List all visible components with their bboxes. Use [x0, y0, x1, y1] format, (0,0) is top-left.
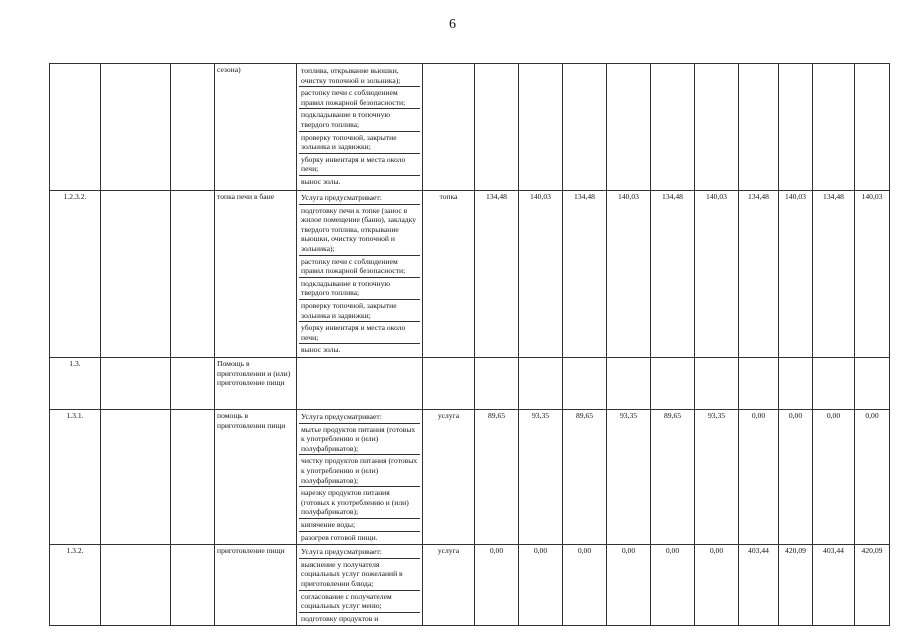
- tariff-value-cell: 89,65: [563, 410, 607, 545]
- description-line: подкладывание в топочную твердого топлива;: [299, 109, 420, 131]
- description-line: нарезку продуктов питания (готовых к употреблению и (или) полуфабрикатов);: [299, 487, 420, 519]
- row-number-cell: 1.2.3.2.: [50, 191, 101, 358]
- description-line: растопку печи с соблюдением правил пожарной безопасности;: [299, 87, 420, 109]
- description-line: растопку печи с соблюдением правил пожарной безопасности;: [299, 256, 420, 278]
- tariff-value-cell: 140,03: [519, 191, 563, 358]
- tariff-value-cell: [855, 64, 890, 191]
- tariff-value-cell: 403,44: [813, 545, 855, 626]
- tariff-value-cell: [651, 358, 695, 410]
- empty-cell: [171, 545, 215, 626]
- tariff-value-cell: [739, 64, 779, 191]
- empty-cell: [171, 410, 215, 545]
- description-line: вынос золы.: [301, 176, 341, 186]
- description-line: уборку инвентаря и места около печи;: [299, 154, 420, 176]
- tariff-value-cell: [563, 64, 607, 191]
- service-description-cell: [297, 410, 423, 545]
- tariff-value-cell: 0,00: [651, 545, 695, 626]
- description-line: выяснение у получателя социальных услуг пожеланий в приготовлении блюда;: [299, 559, 420, 591]
- description-line: разогрев готовой пищи.: [301, 532, 378, 542]
- service-name-cell: топка печи в бане: [215, 191, 297, 358]
- description-line: мытье продуктов питания (готовых к употреблению и (или) полуфабрикатов);: [299, 424, 420, 456]
- tariff-value-cell: 93,35: [695, 410, 739, 545]
- tariff-value-cell: [779, 64, 813, 191]
- description-line: Услуга предусматривает:: [299, 192, 420, 205]
- description-line: Услуга предусматривает:: [299, 546, 420, 559]
- description-line: кипячение воды;: [299, 519, 420, 532]
- tariff-value-cell: [813, 64, 855, 191]
- tariff-value-cell: 0,00: [519, 545, 563, 626]
- tariff-value-cell: 134,48: [563, 191, 607, 358]
- description-line: подготовку печи к топке (занос в жилое помещение (баню), закладку твердого топлива, открывание вьюшки, очистку топочной и зольника);: [299, 205, 420, 256]
- service-description-cell: [297, 191, 423, 358]
- tariff-value-cell: [855, 358, 890, 410]
- description-line: вынос золы.: [301, 345, 341, 355]
- tariff-value-cell: [695, 358, 739, 410]
- tariff-value-cell: 0,00: [855, 410, 890, 545]
- service-name-cell: помощь в приготовлении пищи: [215, 410, 297, 545]
- tariff-value-cell: 134,48: [813, 191, 855, 358]
- unit-cell: [423, 358, 475, 410]
- unit-cell: топка: [423, 191, 475, 358]
- description-line: проверку топочной, закрытие зольника и задвижки;: [299, 132, 420, 154]
- row-number-cell: 1.3.1.: [50, 410, 101, 545]
- tariff-value-cell: [475, 64, 519, 191]
- service-name-cell: Помощь в приготовлении и (или) приготовление пищи: [215, 358, 297, 410]
- tariff-value-cell: [563, 358, 607, 410]
- service-name-cell: сезона): [215, 64, 297, 191]
- description-line: подготовку продуктов и: [301, 613, 379, 623]
- page-number: 6: [449, 17, 456, 32]
- empty-cell: [171, 358, 215, 410]
- tariff-value-cell: 134,48: [475, 191, 519, 358]
- tariff-value-cell: 0,00: [813, 410, 855, 545]
- empty-cell: [101, 64, 171, 191]
- tariff-value-cell: 0,00: [563, 545, 607, 626]
- tariff-value-cell: [695, 64, 739, 191]
- service-description-cell: [297, 358, 423, 410]
- empty-cell: [171, 64, 215, 191]
- tariff-value-cell: 140,03: [607, 191, 651, 358]
- unit-cell: услуга: [423, 545, 475, 626]
- description-line: подкладывание в топочную твердого топлива;: [299, 278, 420, 300]
- tariff-value-cell: 134,48: [739, 191, 779, 358]
- tariff-value-cell: [475, 358, 519, 410]
- tariff-value-cell: 0,00: [607, 545, 651, 626]
- empty-cell: [101, 410, 171, 545]
- table-row: [50, 545, 890, 626]
- description-line: чистку продуктов питания (готовых к употреблению и (или) полуфабрикатов);: [299, 455, 420, 487]
- empty-cell: [171, 191, 215, 358]
- tariff-value-cell: 134,48: [651, 191, 695, 358]
- tariff-value-cell: [519, 64, 563, 191]
- description-line: топлива, открывание вьюшки, очистку топочной и зольника);: [299, 65, 420, 87]
- tariff-value-cell: 0,00: [695, 545, 739, 626]
- empty-cell: [101, 358, 171, 410]
- tariff-value-cell: [739, 358, 779, 410]
- tariff-value-cell: [607, 358, 651, 410]
- unit-cell: услуга: [423, 410, 475, 545]
- service-name-cell: приготовление пищи: [215, 545, 297, 626]
- tariff-value-cell: 403,44: [739, 545, 779, 626]
- tariff-table: [49, 63, 890, 626]
- tariff-value-cell: 140,03: [779, 191, 813, 358]
- tariff-value-cell: [607, 64, 651, 191]
- description-line: согласование с получателем социальных услуг меню;: [299, 591, 420, 613]
- table-row: [50, 358, 890, 410]
- tariff-value-cell: [651, 64, 695, 191]
- tariff-value-cell: [779, 358, 813, 410]
- tariff-value-cell: 0,00: [475, 545, 519, 626]
- service-description-cell: [297, 545, 423, 626]
- description-line: проверку топочной, закрытие зольника и задвижки;: [299, 300, 420, 322]
- tariff-value-cell: 93,35: [519, 410, 563, 545]
- table-row: [50, 410, 890, 545]
- unit-cell: [423, 64, 475, 191]
- empty-cell: [101, 191, 171, 358]
- tariff-value-cell: 420,09: [779, 545, 813, 626]
- table-row: [50, 191, 890, 358]
- description-line: Услуга предусматривает:: [299, 411, 420, 424]
- tariff-value-cell: 93,35: [607, 410, 651, 545]
- row-number-cell: [50, 64, 101, 191]
- tariff-value-cell: 0,00: [739, 410, 779, 545]
- row-number-cell: 1.3.: [50, 358, 101, 410]
- description-line: уборку инвентаря и места около печи;: [299, 322, 420, 344]
- tariff-value-cell: 89,65: [651, 410, 695, 545]
- tariff-value-cell: 0,00: [779, 410, 813, 545]
- tariff-value-cell: 140,03: [695, 191, 739, 358]
- tariff-value-cell: 140,03: [855, 191, 890, 358]
- tariff-value-cell: [813, 358, 855, 410]
- table-row: [50, 64, 890, 191]
- service-description-cell: [297, 64, 423, 191]
- tariff-value-cell: 420,09: [855, 545, 890, 626]
- tariff-value-cell: 89,65: [475, 410, 519, 545]
- row-number-cell: 1.3.2.: [50, 545, 101, 626]
- empty-cell: [101, 545, 171, 626]
- tariff-value-cell: [519, 358, 563, 410]
